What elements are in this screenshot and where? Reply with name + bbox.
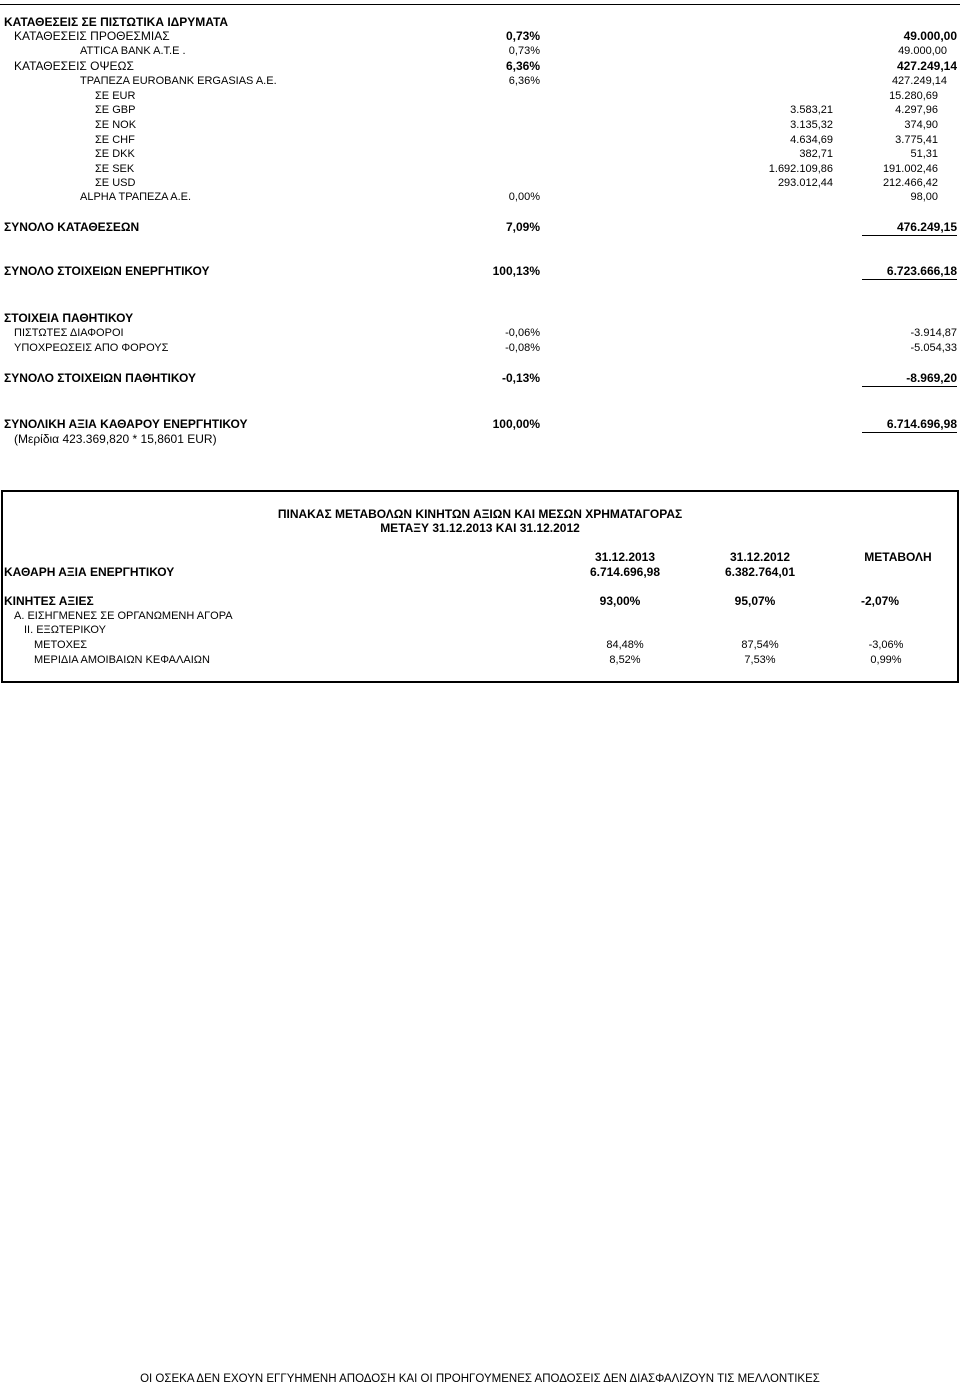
row-label: ΣΕ USD (95, 177, 136, 189)
equities-change: -2,07% (860, 594, 900, 608)
row-amount: 191.002,46 (882, 163, 938, 175)
table-row-2012: 87,54% (741, 639, 779, 651)
row-amount: 427.249,14 (891, 75, 947, 87)
underline (862, 279, 957, 280)
underline (862, 235, 957, 236)
table-row-change: -3,06% (868, 639, 904, 651)
row-pct: 6,36% (505, 59, 540, 73)
column-header-2012: 31.12.2012 (729, 550, 791, 564)
row-label: ALPHA ΤΡΑΠΕΖΑ Α.Ε. (80, 191, 192, 203)
row-pct: 6,36% (508, 75, 540, 87)
top-border (0, 4, 960, 5)
row-pct: 0,73% (508, 45, 540, 57)
underline (862, 386, 957, 387)
row-ccy: 3.583,21 (790, 104, 833, 116)
liability-label: ΠΙΣΤΩΤΕΣ ΔΙΑΦΟΡΟΙ (14, 327, 124, 339)
total-liabilities-label: ΣΥΝΟΛΟ ΣΤΟΙΧΕΙΩΝ ΠΑΘΗΤΙΚΟΥ (4, 371, 196, 385)
total-assets-pct: 100,13% (492, 264, 540, 278)
liability-label: ΥΠΟΧΡΕΩΣΕΙΣ ΑΠΟ ΦΟΡΟΥΣ (14, 342, 169, 354)
row-label: ΣΕ DKK (95, 148, 135, 160)
row-label: ΚΑΤΑΘΕΣΕΙΣ ΟΨΕΩΣ (14, 59, 134, 73)
subheading-foreign: ΙΙ. ΕΞΩΤΕΡΙΚΟΥ (24, 624, 106, 636)
total-deposits-label: ΣΥΝΟΛΟ ΚΑΤΑΘΕΣΕΩΝ (4, 220, 140, 234)
row-amount: 49.000,00 (903, 29, 957, 43)
liability-pct: -0,08% (505, 342, 540, 354)
subheading-listed: Α. ΕΙΣΗΓΜΕΝΕΣ ΣΕ ΟΡΓΑΝΩΜΕΝΗ ΑΓΟΡΑ (14, 610, 233, 622)
row-amount: 4.297,96 (895, 104, 938, 116)
row-pct: 0,73% (505, 29, 540, 43)
row-ccy: 3.135,32 (790, 119, 833, 131)
row-amount: 98,00 (910, 191, 938, 203)
footer-disclaimer: ΟΙ ΟΣΕΚΑ ΔΕΝ ΕΧΟΥΝ ΕΓΓΥΗΜΕΝΗ ΑΠΟΔΟΣΗ ΚΑΙ ΟΙ ΠΡΟΗΓΟΥΜΕΝΕΣ ΑΠΟΔΟΣΕΙΣ ΔΕΝ ΔΙΑΣΦΑΛΙΖΟΥΝ ΤΙΣ ΜΕΛΛΟΝΤΙΚΕΣ (140, 1373, 820, 1385)
row-ccy: 382,71 (799, 148, 833, 160)
table-row-2012: 7,53% (744, 654, 776, 666)
total-deposits-pct: 7,09% (505, 220, 540, 234)
row-amount: 427.249,14 (896, 59, 957, 73)
net-assets-label: ΣΥΝΟΛΙΚΗ ΑΞΙΑ ΚΑΘΑΡΟΥ ΕΝΕΡΓΗΤΙΚΟΥ (4, 417, 248, 431)
total-assets-label: ΣΥΝΟΛΟ ΣΤΟΙΧΕΙΩΝ ΕΝΕΡΓΗΤΙΚΟΥ (4, 264, 210, 278)
row-label: ΤΡΑΠΕΖΑ EUROBANK ERGASIAS A.E. (80, 75, 277, 87)
table-row-2013: 84,48% (606, 639, 644, 651)
table-row-label: ΜΕΤΟΧΕΣ (34, 639, 88, 651)
row-ccy: 293.012,44 (777, 177, 833, 189)
row-ccy: 1.692.109,86 (768, 163, 833, 175)
row-label: ΣΕ EUR (95, 90, 136, 102)
table-row-change: 0,99% (870, 654, 902, 666)
table-row-label: ΜΕΡΙΔΙΑ ΑΜΟΙΒΑΙΩΝ ΚΕΦΑΛΑΙΩΝ (34, 654, 210, 666)
row-amount: 374,90 (904, 119, 938, 131)
row-amount: 212.466,42 (882, 177, 938, 189)
row-label: ΣΕ SEK (95, 163, 135, 175)
column-header-change: ΜΕΤΑΒΟΛΗ (864, 550, 932, 564)
changes-table-title-1: ΠΙΝΑΚΑΣ ΜΕΤΑΒΟΛΩΝ ΚΙΝΗΤΩΝ ΑΞΙΩΝ ΚΑΙ ΜΕΣΩΝ ΧΡΗΜΑΤΑΓΟΡΑΣ (277, 507, 683, 521)
column-header-2013: 31.12.2013 (594, 550, 656, 564)
changes-table-title-2: ΜΕΤΑΞΥ 31.12.2013 ΚΑΙ 31.12.2012 (380, 521, 580, 535)
nav-label: ΚΑΘΑΡΗ ΑΞΙΑ ΕΝΕΡΓΗΤΙΚΟΥ (4, 565, 175, 579)
table-row-2013: 8,52% (609, 654, 641, 666)
row-ccy: 4.634,69 (790, 134, 833, 146)
row-label: ΣΕ NOK (95, 119, 137, 131)
total-liabilities-amount: -8.969,20 (906, 371, 957, 385)
equities-2013: 93,00% (599, 594, 641, 608)
liabilities-heading: ΣΤΟΙΧΕΙΑ ΠΑΘΗΤΙΚΟΥ (4, 311, 134, 325)
underline (862, 432, 957, 433)
nav-2012: 6.382.764,01 (724, 565, 796, 579)
row-label: ATTICA BANK A.T.E . (80, 45, 186, 57)
row-amount: 51,31 (910, 148, 938, 160)
net-assets-pct: 100,00% (492, 417, 540, 431)
deposits-heading: ΚΑΤΑΘΕΣΕΙΣ ΣΕ ΠΙΣΤΩΤΙΚΑ ΙΔΡΥΜΑΤΑ (4, 15, 229, 29)
row-amount: 3.775,41 (895, 134, 938, 146)
nav-2013: 6.714.696,98 (589, 565, 661, 579)
liability-amount: -5.054,33 (910, 342, 957, 354)
liability-amount: -3.914,87 (910, 327, 957, 339)
row-label: ΣΕ GBP (95, 104, 136, 116)
total-assets-amount: 6.723.666,18 (886, 264, 957, 278)
total-liabilities-pct: -0,13% (501, 371, 540, 385)
equities-label: ΚΙΝΗΤΕΣ ΑΞΙΕΣ (4, 594, 94, 608)
row-amount: 49.000,00 (898, 45, 947, 57)
row-label: ΚΑΤΑΘΕΣΕΙΣ ΠΡΟΘΕΣΜΙΑΣ (14, 29, 170, 43)
net-assets-amount: 6.714.696,98 (886, 417, 957, 431)
liability-pct: -0,06% (505, 327, 540, 339)
row-pct: 0,00% (508, 191, 540, 203)
row-label: ΣΕ CHF (95, 134, 135, 146)
row-amount: 15.280,69 (889, 90, 938, 102)
equities-2012: 95,07% (734, 594, 776, 608)
total-deposits-amount: 476.249,15 (896, 220, 957, 234)
units-note: (Μερίδια 423.369,820 * 15,8601 EUR) (14, 432, 217, 446)
